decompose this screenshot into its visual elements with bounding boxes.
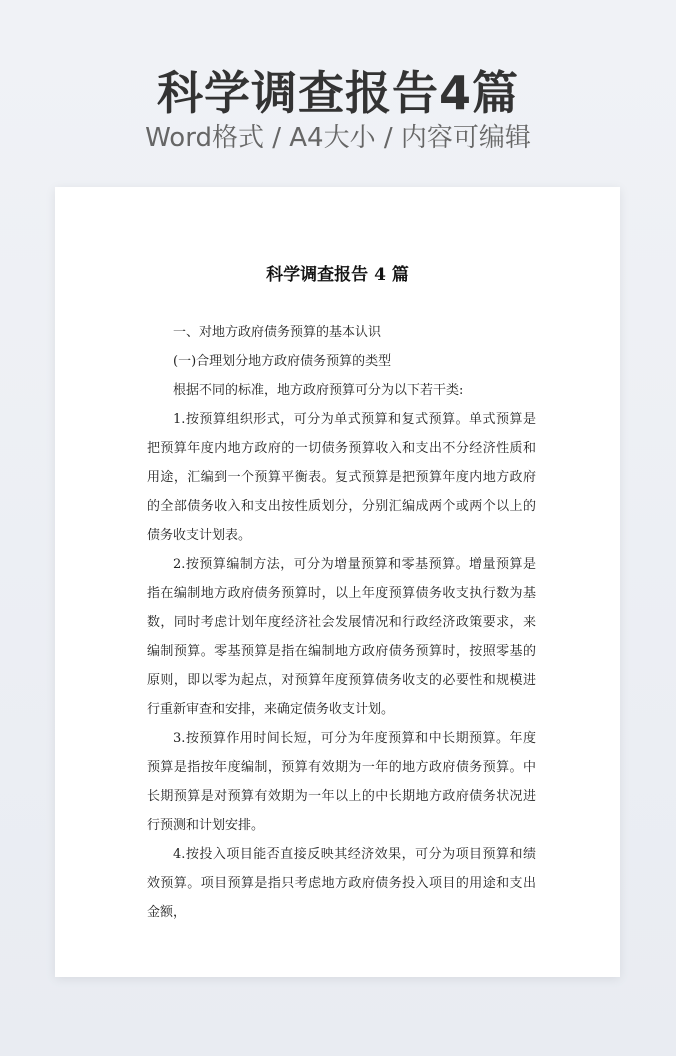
document-body — [147, 318, 536, 927]
document-title: 科学调查报告 4 篇 — [266, 265, 409, 285]
document-page — [55, 187, 620, 977]
heading-subsection-1: (一)合理划分地方政府债务预算的类型 — [173, 354, 392, 369]
heading-section-1: 一、对地方政府债务预算的基本认识 — [173, 325, 382, 340]
banner-subtitle: Word格式 / A4大小 / 内容可编辑 — [145, 123, 531, 153]
banner-title: 科学调查报告4篇 — [156, 66, 519, 120]
paragraph-item-1: 1.按预算组织形式，可分为单式预算和复式预算。单式预算是把预算年度内地方政府的一切债务预算收入和支出不分经济性质和用途，汇编到一个预算平衡表。复式预算是把预算年度内地方政府的全部债务收入和支出按性质划分，分别汇编成两个或两个以上的债务收支计划表。 — [147, 412, 536, 543]
paragraph-item-2: 2.按预算编制方法，可分为增量预算和零基预算。增量预算是指在编制地方政府债务预算时，以上年度预算债务收支执行数为基数，同时考虑计划年度经济社会发展情况和行政经济政策要求，来编制预算。零基预算是指在编制地方政府债务预算时，按照零基的原则，即以零为起点，对预算年度预算债务收支的必要性和规模进行重新审查和安排，来确定债务收支计划。 — [147, 557, 536, 717]
intro-paragraph: 根据不同的标准，地方政府预算可分为以下若干类: — [173, 383, 464, 398]
paragraph-item-3: 3.按预算作用时间长短，可分为年度预算和中长期预算。年度预算是指按年度编制，预算有效期为一年的地方政府债务预算。中长期预算是对预算有效期为一年以上的中长期地方政府债务状况进行预测和计划安排。 — [147, 731, 536, 833]
paragraph-item-4: 4.按投入项目能否直接反映其经济效果，可分为项目预算和绩效预算。项目预算是指只考虑地方政府债务投入项目的用途和支出金额， — [147, 847, 536, 920]
